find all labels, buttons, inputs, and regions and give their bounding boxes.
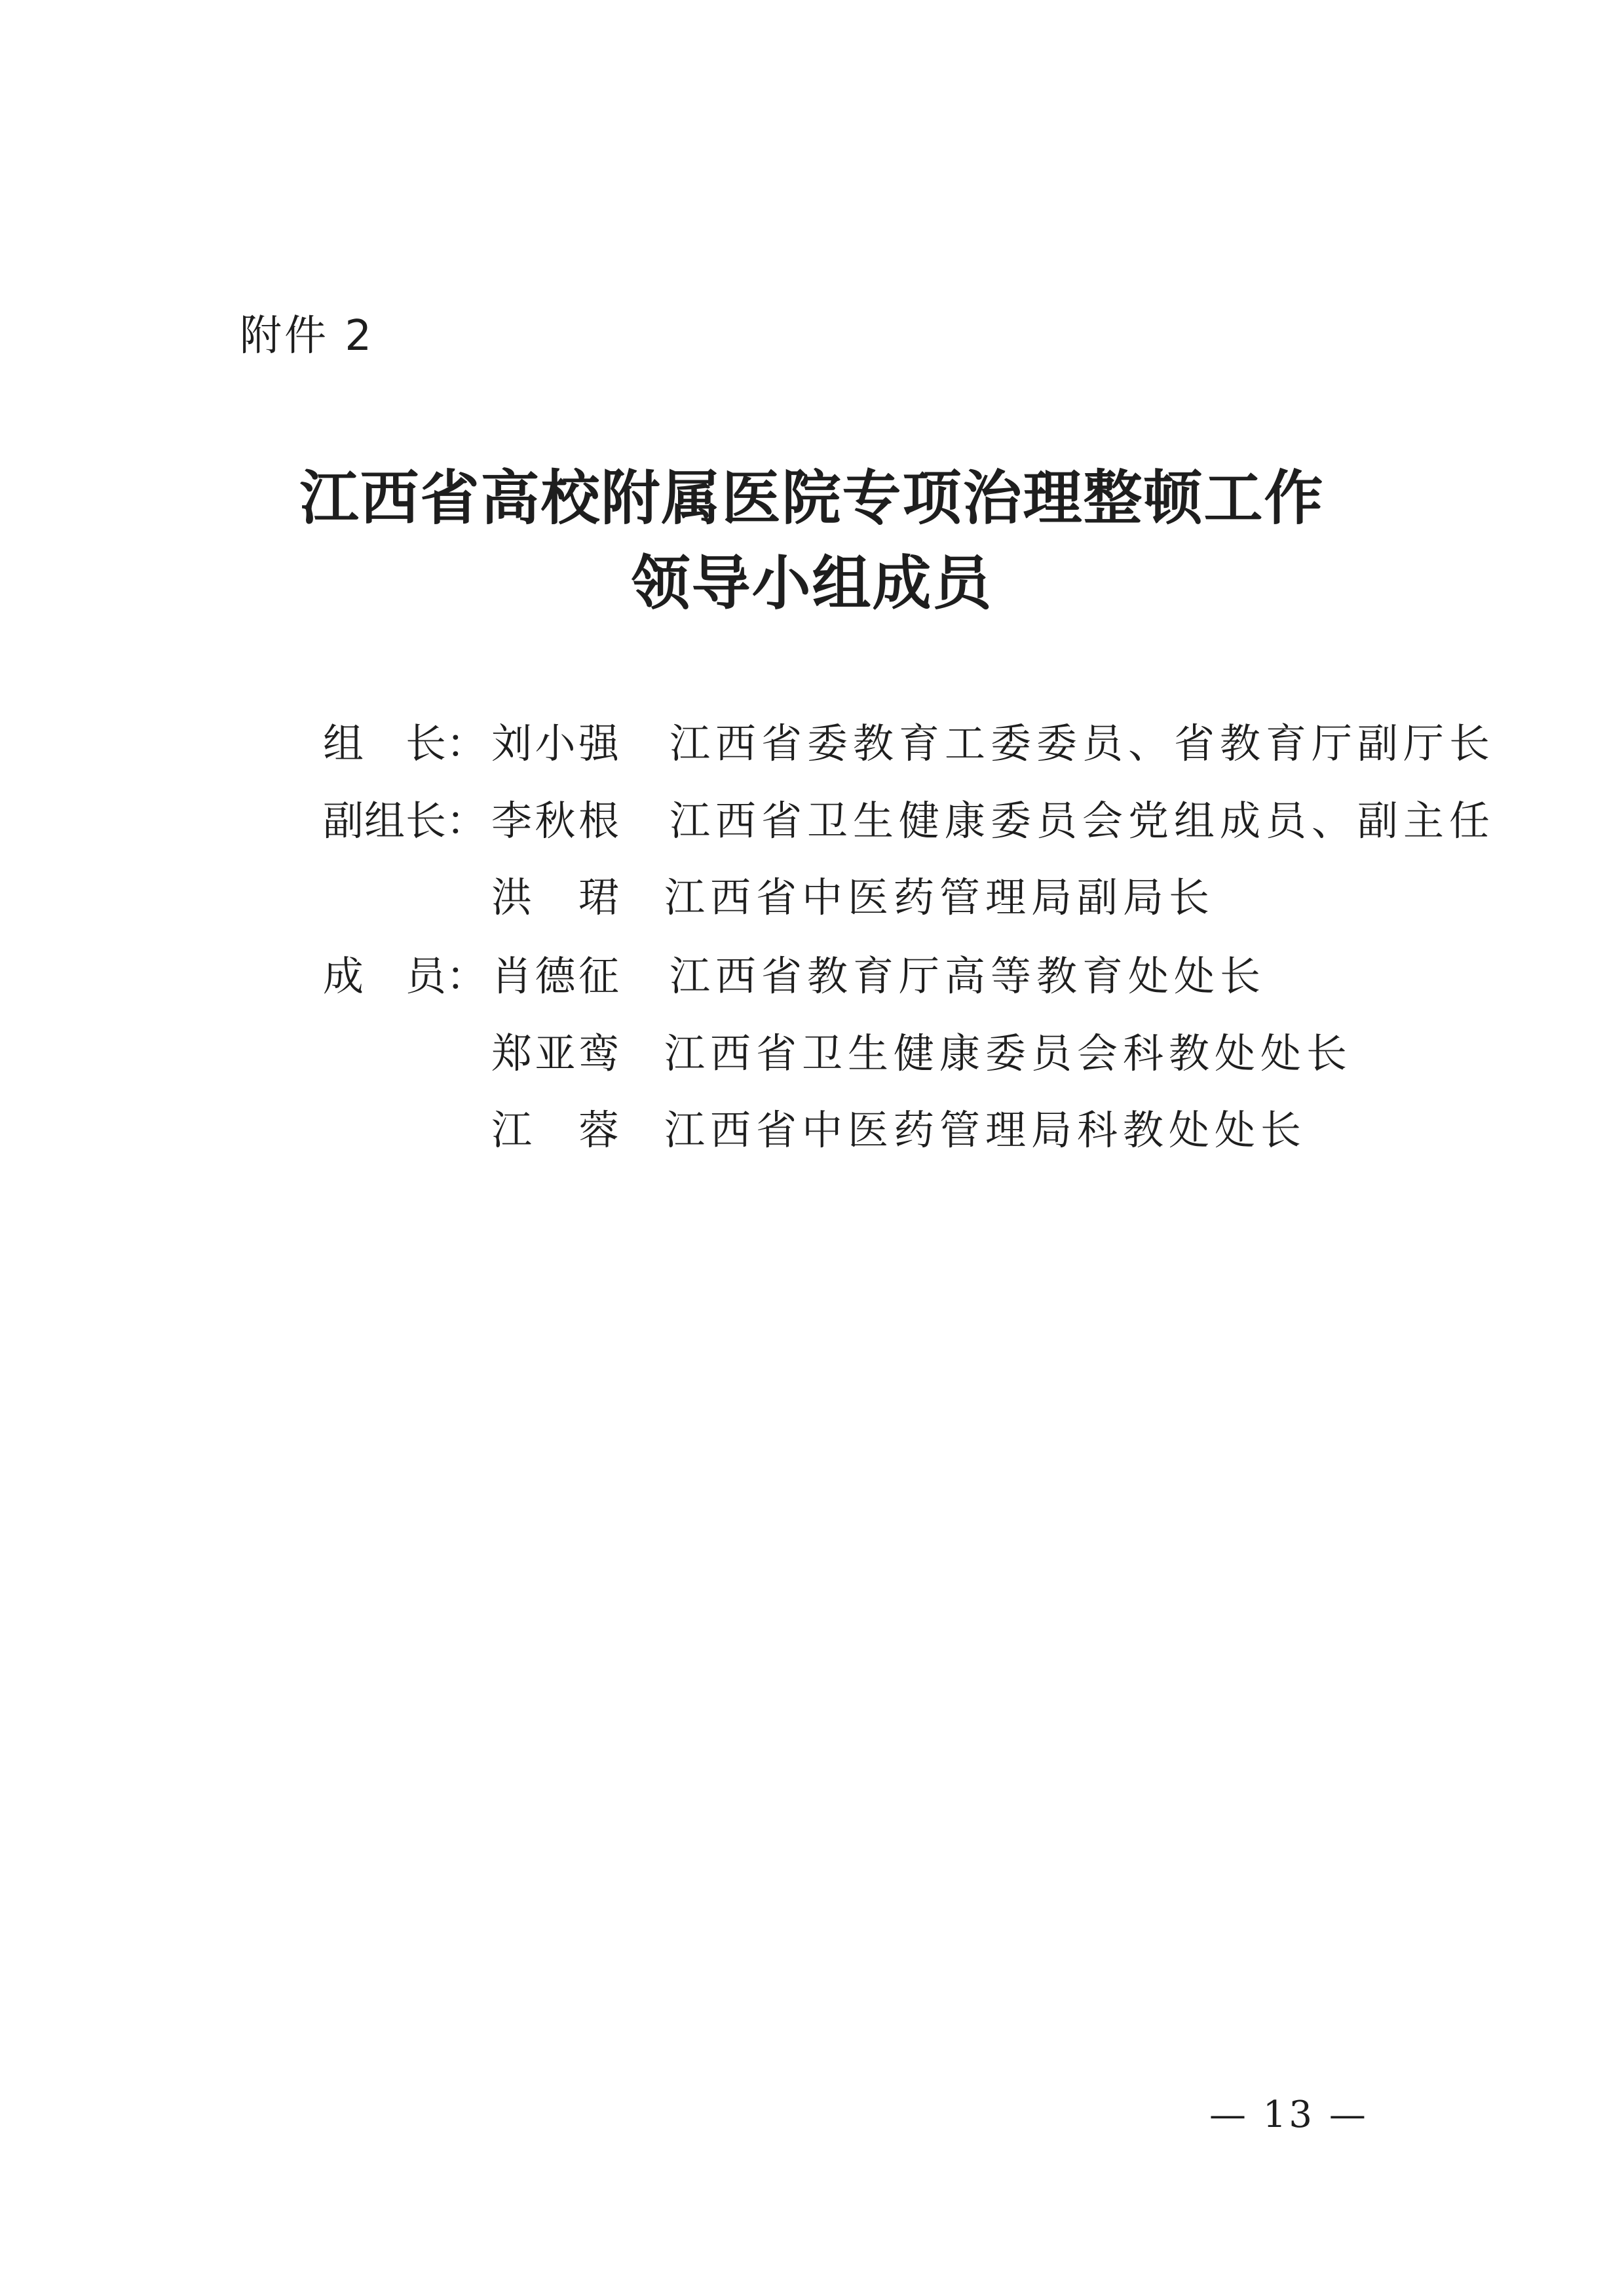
member-role-char: 副 bbox=[323, 797, 364, 845]
document-title-line-2: 领导小组成员 bbox=[631, 548, 993, 618]
member-name-char: 郑 bbox=[491, 1029, 533, 1077]
member-position: 江西省中医药管理局副局长 bbox=[664, 873, 1215, 921]
member-name-char: 德 bbox=[535, 952, 576, 1000]
member-name bbox=[491, 788, 619, 854]
member-name-char: 刘 bbox=[491, 719, 533, 767]
member-position: 江西省中医药管理局科教处处长 bbox=[664, 1106, 1307, 1154]
member-name-char: 秋 bbox=[535, 797, 576, 845]
member-row bbox=[0, 865, 1624, 930]
member-name bbox=[491, 865, 619, 930]
member-name bbox=[491, 1021, 619, 1086]
member-name bbox=[491, 711, 619, 776]
member-name bbox=[491, 944, 619, 1009]
member-name-char: 珺 bbox=[578, 873, 619, 921]
member-row bbox=[0, 788, 1624, 854]
member-name-char: 李 bbox=[491, 797, 533, 845]
attachment-label: 附件 2 bbox=[240, 312, 375, 360]
member-role-char: 成 bbox=[323, 952, 364, 1000]
member-row bbox=[0, 1021, 1624, 1086]
member-position: 江西省卫生健康委员会党组成员、副主任 bbox=[670, 797, 1496, 845]
member-position: 江西省委教育工委委员、省教育厅副厅长 bbox=[670, 719, 1496, 767]
member-row bbox=[0, 944, 1624, 1009]
member-role-char: 组 bbox=[323, 719, 364, 767]
member-name-char: 江 bbox=[491, 1106, 533, 1154]
member-name-char: 鸾 bbox=[578, 1029, 619, 1077]
member-name-char: 亚 bbox=[535, 1029, 576, 1077]
member-position: 江西省教育厅高等教育处处长 bbox=[670, 952, 1266, 1000]
member-role bbox=[323, 944, 487, 1009]
member-name-char: 蓉 bbox=[578, 1106, 619, 1154]
member-role-char: 长： bbox=[405, 797, 487, 845]
member-role-char: 员： bbox=[405, 952, 487, 1000]
member-role-char: 组 bbox=[364, 797, 405, 845]
document-title-line-1: 江西省高校附属医院专项治理整顿工作 bbox=[299, 463, 1325, 533]
member-row bbox=[0, 1098, 1624, 1163]
member-name-char: 根 bbox=[578, 797, 619, 845]
member-name bbox=[491, 1098, 619, 1163]
member-name-char: 征 bbox=[578, 952, 619, 1000]
member-role-char: 长： bbox=[405, 719, 487, 767]
member-role bbox=[323, 711, 487, 776]
member-name-char: 小 bbox=[535, 719, 576, 767]
member-position: 江西省卫生健康委员会科教处处长 bbox=[664, 1029, 1353, 1077]
member-row bbox=[0, 711, 1624, 776]
page-number: — 13 — bbox=[1209, 2094, 1369, 2136]
member-name-char: 洪 bbox=[491, 873, 533, 921]
member-role bbox=[323, 788, 487, 854]
member-name-char: 强 bbox=[578, 719, 619, 767]
member-name-char: 肖 bbox=[491, 952, 533, 1000]
